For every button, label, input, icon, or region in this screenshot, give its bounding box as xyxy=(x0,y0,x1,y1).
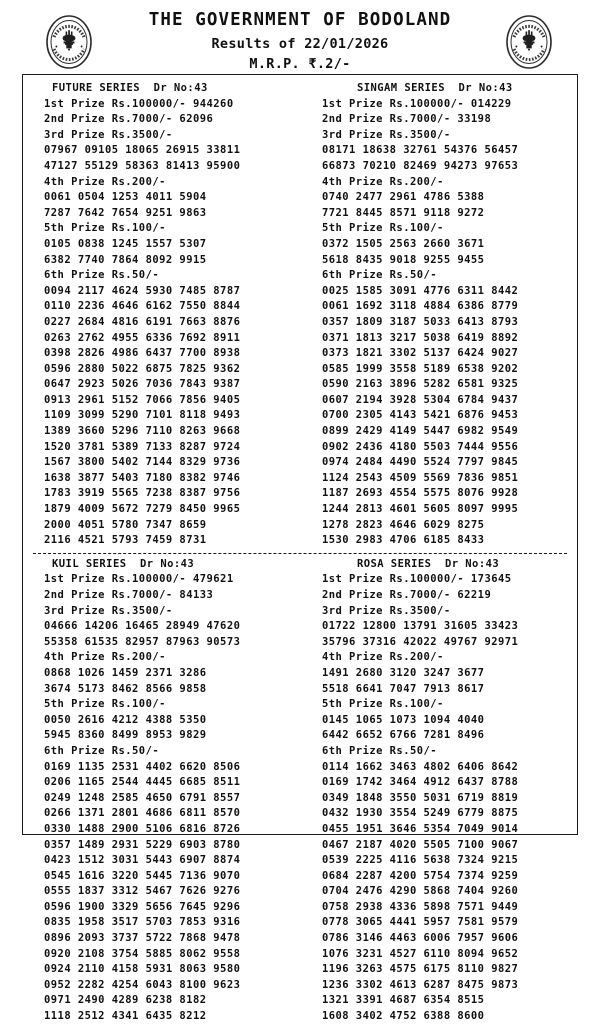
singam-prize-6th-numbers: 1124 2543 4509 5569 7836 9851 xyxy=(321,471,519,484)
singam-prize-6th-numbers: 0899 2429 4149 5447 6982 9549 xyxy=(321,425,519,438)
rosa-prize-6th-numbers: 0786 3146 4463 6006 7957 9606 xyxy=(321,932,519,945)
singam-prize-6th-numbers: 0371 1813 3217 5038 6419 8892 xyxy=(321,331,519,344)
future-prize-6th-numbers: 1109 3099 5290 7101 8118 9493 xyxy=(44,409,241,422)
results-date: Results of 22/01/2026 xyxy=(211,35,389,52)
mrp-price: M.R.P. ₹.2/- xyxy=(249,56,351,73)
rosa-prize-6th-numbers: 1076 3231 4527 6110 8094 9652 xyxy=(321,947,519,960)
future-prize-6th-numbers: 0110 2236 4646 6162 7550 8844 xyxy=(44,300,241,313)
kuil-prize-6th-numbers: 0896 2093 3737 5722 7868 9478 xyxy=(44,932,241,945)
series-block-future xyxy=(31,81,322,549)
future-prize-3rd-numbers: 47127 55129 58363 81413 95900 xyxy=(44,159,241,172)
future-prize-6th-numbers: 1879 4009 5672 7279 8450 9965 xyxy=(44,503,241,516)
singam-prize-6th-label: 6th Prize Rs.50/- xyxy=(321,269,438,282)
future-prize-4th-numbers: 7287 7642 7654 9251 9863 xyxy=(44,206,207,219)
rosa-prize-6th-numbers: 0684 2287 4200 5754 7374 9259 xyxy=(321,869,519,882)
future-prize-6th-numbers: 2116 4521 5793 7459 8731 xyxy=(44,534,207,547)
future-prize-1st: 1st Prize Rs.100000/- 944260 xyxy=(44,97,234,110)
rosa-prize-5th-numbers: 0145 1065 1073 1094 4040 xyxy=(321,713,485,726)
kuil-prize-6th-numbers: 0596 1900 3329 5656 7645 9296 xyxy=(44,900,241,913)
kuil-prize-6th-numbers: 0249 1248 2585 4650 6791 8557 xyxy=(44,791,241,804)
rosa-prize-3rd-label: 3rd Prize Rs.3500/- xyxy=(321,604,451,617)
series-block-rosa xyxy=(322,557,569,1025)
kuil-prize-5th-label: 5th Prize Rs.100/- xyxy=(44,698,166,711)
rosa-prize-5th-label: 5th Prize Rs.100/- xyxy=(321,698,444,711)
rosa-prize-6th-numbers: 1608 3402 4752 6388 8600 xyxy=(321,1010,485,1023)
singam-prize-1st: 1st Prize Rs.100000/- 014229 xyxy=(321,97,512,110)
future-prize-6th-numbers: 0094 2117 4624 5930 7485 8787 xyxy=(44,284,241,297)
rosa-prize-6th-numbers: 0467 2187 4020 5505 7100 9067 xyxy=(321,838,519,851)
kuil-prize-6th-numbers: 0266 1371 2801 4686 6811 8570 xyxy=(44,807,241,820)
singam-prize-6th-numbers: 1244 2813 4601 5605 8097 9995 xyxy=(321,503,519,516)
rosa-prize-6th-numbers: 0539 2225 4116 5638 7324 9215 xyxy=(321,854,519,867)
future-prize-6th-numbers: 0227 2684 4816 6191 7663 8876 xyxy=(44,315,241,328)
series-title-rosa: ROSA SERIES Dr No:43 xyxy=(356,557,500,570)
kuil-prize-6th-numbers: 0555 1837 3312 5467 7626 9276 xyxy=(44,885,241,898)
kuil-prize-6th-label: 6th Prize Rs.50/- xyxy=(44,744,160,757)
singam-prize-5th-numbers: 5618 8435 9018 9255 9455 xyxy=(321,253,485,266)
rosa-prize-6th-numbers: 1321 3391 4687 6354 8515 xyxy=(321,994,485,1007)
rosa-prize-6th-numbers: 0169 1742 3464 4912 6437 8788 xyxy=(321,776,519,789)
singam-prize-4th-numbers: 7721 8445 8571 9118 9272 xyxy=(321,206,485,219)
kuil-prize-6th-numbers: 0357 1489 2931 5229 6903 8780 xyxy=(44,838,241,851)
future-prize-4th-numbers: 0061 0504 1253 4011 5904 xyxy=(44,191,207,204)
kuil-prize-5th-numbers: 0050 2616 4212 4388 5350 xyxy=(44,713,207,726)
future-prize-2nd: 2nd Prize Rs.7000/- 62096 xyxy=(44,113,214,126)
page-title: THE GOVERNMENT OF BODOLAND xyxy=(148,10,452,30)
singam-prize-6th-numbers: 0607 2194 3928 5304 6784 9437 xyxy=(321,393,519,406)
kuil-prize-6th-numbers: 0206 1165 2544 4445 6685 8511 xyxy=(44,776,241,789)
singam-prize-6th-numbers: 1530 2983 4706 6185 8433 xyxy=(321,534,485,547)
future-prize-6th-numbers: 1389 3660 5296 7110 8263 9668 xyxy=(44,425,241,438)
future-prize-6th-numbers: 0913 2961 5152 7066 7856 9405 xyxy=(44,393,241,406)
singam-prize-6th-numbers: 0974 2484 4490 5524 7797 9845 xyxy=(321,456,519,469)
singam-prize-4th-label: 4th Prize Rs.200/- xyxy=(321,175,444,188)
singam-prize-6th-numbers: 1278 2823 4646 6029 8275 xyxy=(321,518,485,531)
future-prize-6th-numbers: 0596 2880 5022 6875 7825 9362 xyxy=(44,362,241,375)
future-prize-5th-numbers: 0105 0838 1245 1557 5307 xyxy=(44,237,207,250)
future-prize-6th-numbers: 2000 4051 5780 7347 8659 xyxy=(44,518,207,531)
future-prize-6th-numbers: 1520 3781 5389 7133 8287 9724 xyxy=(44,440,241,453)
rosa-prize-6th-numbers: 1236 3302 4613 6287 8475 9873 xyxy=(321,978,519,991)
results-half-bottom xyxy=(31,557,569,1025)
rosa-prize-6th-label: 6th Prize Rs.50/- xyxy=(321,744,438,757)
kuil-prize-6th-numbers: 0169 1135 2531 4402 6620 8506 xyxy=(44,760,241,773)
series-title-kuil: KUIL SERIES Dr No:43 xyxy=(52,557,195,570)
singam-prize-3rd-numbers: 08171 18638 32761 54376 56457 xyxy=(321,144,519,157)
kuil-prize-1st: 1st Prize Rs.100000/- 479621 xyxy=(44,573,234,586)
kuil-prize-6th-numbers: 0924 2110 4158 5931 8063 9580 xyxy=(44,963,241,976)
results-box xyxy=(22,74,578,1023)
kuil-prize-4th-label: 4th Prize Rs.200/- xyxy=(44,651,166,664)
kuil-prize-3rd-label: 3rd Prize Rs.3500/- xyxy=(44,604,173,617)
kuil-prize-6th-numbers: 0952 2282 4254 6043 8100 9623 xyxy=(44,978,241,991)
singam-prize-4th-numbers: 0740 2477 2961 4786 5388 xyxy=(321,191,485,204)
rosa-prize-4th-numbers: 5518 6641 7047 7913 8617 xyxy=(321,682,485,695)
singam-prize-6th-numbers: 1187 2693 4554 5575 8076 9928 xyxy=(321,487,519,500)
future-prize-6th-numbers: 0647 2923 5026 7036 7843 9387 xyxy=(44,378,241,391)
future-prize-6th-numbers: 1783 3919 5565 7238 8387 9756 xyxy=(44,487,241,500)
singam-prize-6th-numbers: 0700 2305 4143 5421 6876 9453 xyxy=(321,409,519,422)
rosa-prize-3rd-numbers: 01722 12800 13791 31605 33423 xyxy=(321,620,519,633)
kuil-prize-6th-numbers: 0971 2490 4289 6238 8182 xyxy=(44,994,207,1007)
rosa-prize-1st: 1st Prize Rs.100000/- 173645 xyxy=(321,573,512,586)
series-title-singam: SINGAM SERIES Dr No:43 xyxy=(356,82,513,94)
singam-prize-6th-numbers: 0061 1692 3118 4884 6386 8779 xyxy=(321,300,519,313)
section-divider xyxy=(33,553,567,554)
future-prize-4th-label: 4th Prize Rs.200/- xyxy=(44,175,166,188)
future-prize-6th-numbers: 0398 2826 4986 6437 7700 8938 xyxy=(44,347,241,360)
title-block xyxy=(105,10,495,75)
kuil-prize-6th-numbers: 0423 1512 3031 5443 6907 8874 xyxy=(44,854,241,867)
rosa-prize-6th-numbers: 0455 1951 3646 5354 7049 9014 xyxy=(321,822,519,835)
singam-prize-3rd-numbers: 66873 70210 82469 94273 97653 xyxy=(321,159,519,172)
kuil-prize-6th-numbers: 0330 1488 2900 5106 6816 8726 xyxy=(44,822,241,835)
kuil-prize-3rd-numbers: 55358 61535 82957 87963 90573 xyxy=(44,635,241,648)
rosa-prize-6th-numbers: 0704 2476 4290 5868 7404 9260 xyxy=(321,885,519,898)
kuil-prize-6th-numbers: 0545 1616 3220 5445 7136 9070 xyxy=(44,869,241,882)
kuil-prize-4th-numbers: 0868 1026 1459 2371 3286 xyxy=(44,666,207,679)
page-header xyxy=(0,0,600,72)
kuil-prize-5th-numbers: 5945 8360 8499 8953 9829 xyxy=(44,729,207,742)
future-prize-6th-numbers: 1638 3877 5403 7180 8382 9746 xyxy=(44,471,241,484)
rosa-prize-6th-numbers: 1196 3263 4575 6175 8110 9827 xyxy=(321,963,519,976)
singam-prize-6th-numbers: 0025 1585 3091 4776 6311 8442 xyxy=(321,284,519,297)
kuil-prize-6th-numbers: 0835 1958 3517 5703 7853 9316 xyxy=(44,916,241,929)
rosa-prize-6th-numbers: 0778 3065 4441 5957 7581 9579 xyxy=(321,916,519,929)
singam-prize-6th-numbers: 0373 1821 3302 5137 6424 9027 xyxy=(321,347,519,360)
future-prize-3rd-numbers: 07967 09105 18065 26915 33811 xyxy=(44,144,241,157)
singam-prize-6th-numbers: 0357 1809 3187 5033 6413 8793 xyxy=(321,315,519,328)
government-emblem-right xyxy=(500,13,558,71)
kuil-prize-2nd: 2nd Prize Rs.7000/- 84133 xyxy=(44,589,214,601)
singam-prize-3rd-label: 3rd Prize Rs.3500/- xyxy=(321,128,451,141)
future-prize-6th-numbers: 1567 3800 5402 7144 8329 9736 xyxy=(44,456,241,469)
future-prize-6th-numbers: 0263 2762 4955 6336 7692 8911 xyxy=(44,331,241,344)
kuil-prize-6th-numbers: 0920 2108 3754 5885 8062 9558 xyxy=(44,947,241,960)
rosa-prize-2nd: 2nd Prize Rs.7000/- 62219 xyxy=(321,589,492,601)
rosa-prize-6th-numbers: 0349 1848 3550 5031 6719 8819 xyxy=(321,791,519,804)
government-emblem-left xyxy=(40,13,98,71)
future-prize-5th-label: 5th Prize Rs.100/- xyxy=(44,222,166,235)
future-prize-6th-label: 6th Prize Rs.50/- xyxy=(44,269,160,282)
singam-prize-5th-numbers: 0372 1505 2563 2660 3671 xyxy=(321,237,485,250)
rosa-prize-6th-numbers: 0758 2938 4336 5898 7571 9449 xyxy=(321,900,519,913)
kuil-prize-6th-numbers: 1118 2512 4341 6435 8212 xyxy=(44,1010,207,1023)
kuil-prize-4th-numbers: 3674 5173 8462 8566 9858 xyxy=(44,682,207,695)
singam-prize-6th-numbers: 0590 2163 3896 5282 6581 9325 xyxy=(321,378,519,391)
singam-prize-6th-numbers: 0902 2436 4180 5503 7444 9556 xyxy=(321,440,519,453)
rosa-prize-5th-numbers: 6442 6652 6766 7281 8496 xyxy=(321,729,485,742)
future-prize-5th-numbers: 6382 7740 7864 8092 9915 xyxy=(44,253,207,266)
rosa-prize-6th-numbers: 0114 1662 3463 4802 6406 8642 xyxy=(321,760,519,773)
series-block-kuil xyxy=(31,557,322,1025)
series-block-singam xyxy=(322,81,569,549)
singam-prize-5th-label: 5th Prize Rs.100/- xyxy=(321,222,444,235)
singam-prize-6th-numbers: 0585 1999 3558 5189 6538 9202 xyxy=(321,362,519,375)
kuil-prize-3rd-numbers: 04666 14206 16465 28949 47620 xyxy=(44,620,241,633)
results-half-top xyxy=(31,81,569,549)
rosa-prize-6th-numbers: 0432 1930 3554 5249 6779 8875 xyxy=(321,807,519,820)
series-title-future: FUTURE SERIES Dr No:43 xyxy=(52,82,208,94)
rosa-prize-4th-label: 4th Prize Rs.200/- xyxy=(321,651,444,664)
singam-prize-2nd: 2nd Prize Rs.7000/- 33198 xyxy=(321,113,492,126)
future-prize-3rd-label: 3rd Prize Rs.3500/- xyxy=(44,128,173,141)
rosa-prize-3rd-numbers: 35796 37316 42022 49767 92971 xyxy=(321,635,519,648)
rosa-prize-4th-numbers: 1491 2680 3120 3247 3677 xyxy=(321,666,485,679)
